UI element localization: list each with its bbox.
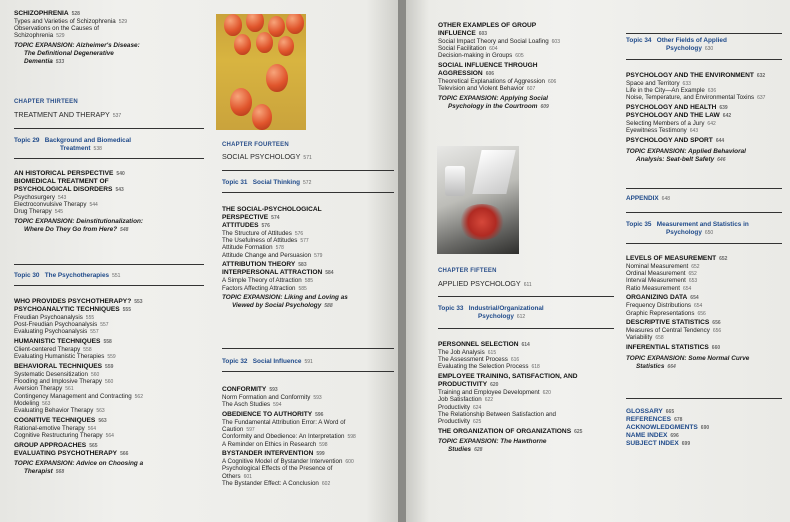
toc-entry: Freudian Psychoanalysis 555: [14, 314, 95, 321]
toc-heading: PSYCHOLOGY AND SPORT 644: [626, 137, 725, 144]
toc-entry: Rational-emotive Therapy 564: [14, 424, 97, 432]
divider: [14, 128, 204, 129]
toc-entry: The Relationship Between Satisfaction and: [438, 410, 556, 418]
toc-heading: AN HISTORICAL PERSPECTIVE 540: [14, 170, 125, 177]
back-matter-entry: REFERENCES 678: [626, 416, 683, 423]
chapter-14-label: CHAPTER FOURTEEN: [222, 142, 289, 148]
toc-entry: Theoretical Explanations of Aggression 606: [438, 78, 557, 86]
toc-heading: AGGRESSION 606: [438, 70, 495, 78]
chapter-15-label: CHAPTER FIFTEEN: [438, 268, 497, 274]
toc-entry: Social Facilitation 604: [438, 45, 498, 53]
toc-heading: WHO PROVIDES PSYCHOTHERAPY? 553: [14, 298, 143, 305]
toc-entry: Types and Varieties of Schizophrenia 529: [14, 18, 128, 25]
divider: [626, 212, 782, 213]
balloons-photo: [216, 14, 306, 130]
toc-entry: Schizophrenia 529: [14, 32, 65, 40]
toc-entry: Drug Therapy 545: [14, 208, 64, 216]
toc-topic-expansion: TOPIC EXPANSION: Advice on Choosing a: [14, 460, 144, 468]
toc-entry: Observations on the Causes of: [14, 25, 99, 33]
toc-entry: Psychological Effects of the Presence of: [222, 465, 333, 473]
toc-entry: The Assessment Process 616: [438, 356, 520, 364]
topic-33-heading-cont: Psychology 612: [478, 313, 526, 320]
toc-entry: Graphic Representations 656: [626, 309, 706, 317]
glass-shape: [445, 166, 465, 196]
toc-topic-expansion: Analysis: Seat-belt Safety 646: [636, 155, 726, 163]
toc-topic-expansion: Psychology in the Courtroom 609: [448, 103, 549, 110]
toc-entry: A Simple Theory of Attraction 585: [222, 277, 314, 285]
toc-entry: Systematic Desensitization 560: [14, 371, 100, 378]
toc-topic-expansion: TOPIC EXPANSION: Liking and Loving as: [222, 294, 348, 302]
divider: [626, 243, 782, 244]
chapter-13-label: CHAPTER THIRTEEN: [14, 99, 78, 105]
paper-shape: [472, 150, 515, 194]
topic-35-heading-cont: Psychology 650: [666, 229, 714, 236]
toc-entry: A Cognitive Model of Bystander Intervention 600: [222, 458, 354, 466]
back-matter-entry: SUBJECT INDEX 699: [626, 440, 691, 447]
toc-entry: Attitude Formation 578: [222, 244, 284, 252]
toc-topic-expansion: TOPIC EXPANSION: Some Normal Curve: [626, 354, 750, 362]
toc-entry: Space and Territory 633: [626, 80, 691, 87]
chapter-15-title: APPLIED PSYCHOLOGY 611: [438, 279, 532, 288]
toc-topic-expansion: TOPIC EXPANSION: Alzheimer's Disease:: [14, 42, 140, 50]
toc-heading: SCHIZOPHRENIA 528: [14, 10, 80, 17]
toc-entry: Variability 658: [626, 334, 664, 342]
toc-entry: Interval Measurement 653: [626, 277, 698, 285]
chapter-13-title: TREATMENT AND THERAPY 537: [14, 110, 122, 119]
toc-heading: EMPLOYEE TRAINING, SATISFACTION, AND: [438, 373, 578, 381]
toc-heading: LEVELS OF MEASUREMENT 652: [626, 255, 728, 262]
toc-entry: Others 601: [222, 472, 252, 480]
toc-entry: Ratio Measurement 654: [626, 284, 692, 292]
topic-32-heading: Topic 32 Social Influence 591: [222, 358, 313, 365]
divider: [14, 264, 204, 265]
toc-topic-expansion: TOPIC EXPANSION: Applying Social: [438, 95, 548, 102]
divider: [14, 158, 204, 159]
divider: [222, 170, 394, 171]
toc-entry: Ordinal Measurement 652: [626, 270, 697, 278]
toc-heading: PERSPECTIVE 574: [222, 214, 280, 221]
toc-topic-expansion: TOPIC EXPANSION: Applied Behavioral: [626, 147, 746, 155]
toc-entry: Conformity and Obedience: An Interpretation 598: [222, 433, 356, 441]
toc-entry: Attitude Change and Persuasion 579: [222, 251, 323, 259]
toc-entry: Selecting Members of a Jury 642: [626, 120, 716, 128]
toc-entry: Electroconvulsive Therapy 544: [14, 201, 98, 209]
toc-heading: PSYCHOLOGY AND THE ENVIRONMENT 632: [626, 72, 766, 79]
toc-entry: Aversion Therapy 561: [14, 385, 74, 393]
divider: [438, 296, 614, 297]
toc-entry: Life in the City—An Example 636: [626, 87, 717, 95]
toc-entry: Norm Formation and Conformity 593: [222, 394, 322, 401]
topic-35-heading: Topic 35 Measurement and Statistics in: [626, 221, 749, 228]
toc-entry: Evaluating Psychoanalysis 557: [14, 328, 99, 336]
toc-heading: PSYCHOLOGY AND HEALTH 639: [626, 104, 728, 112]
toc-topic-expansion: Where Do They Go from Here? 548: [24, 226, 129, 234]
toc-entry: Evaluating the Selection Process 618: [438, 363, 540, 371]
topic-34-heading-cont: Psychology 630: [666, 45, 714, 52]
toc-topic-expansion: TOPIC EXPANSION: Deinstitutionalization:: [14, 218, 144, 226]
toc-heading: ORGANIZING DATA 654: [626, 294, 699, 302]
toc-heading: THE SOCIAL-PSYCHOLOGICAL: [222, 206, 322, 213]
toc-heading: PSYCHOLOGY AND THE LAW 642: [626, 112, 732, 120]
toc-entry: Measures of Central Tendency 656: [626, 327, 722, 335]
toc-topic-expansion: The Definitional Degenerative: [24, 50, 114, 58]
book-spine: [398, 0, 406, 522]
back-matter-entry: ACKNOWLEDGMENTS 690: [626, 424, 710, 431]
toc-heading: ATTRIBUTION THEORY 583: [222, 261, 307, 269]
toc-topic-expansion: TOPIC EXPANSION: The Hawthorne: [438, 438, 547, 446]
toc-entry: The Bystander Effect: A Conclusion 602: [222, 479, 331, 487]
toc-heading: BEHAVIORAL TECHNIQUES 559: [14, 363, 114, 370]
toc-entry: Television and Violent Behavior 607: [438, 85, 536, 93]
toc-heading: OTHER EXAMPLES OF GROUP: [438, 22, 537, 29]
topic-31-heading: Topic 31 Social Thinking 572: [222, 179, 312, 186]
topic-29-heading: Topic 29 Background and Biomedical: [14, 137, 132, 144]
toc-heading: GROUP APPROACHES 565: [14, 441, 98, 449]
back-matter-entry: NAME INDEX 696: [626, 432, 679, 439]
toc-entry: Caution 597: [222, 426, 255, 434]
topic-29-heading-cont: Treatment 538: [60, 145, 102, 152]
toc-entry: Cognitive Restructuring Therapy 564: [14, 431, 114, 439]
toc-heading: PERSONNEL SELECTION 614: [438, 341, 530, 348]
toc-heading: ATTITUDES 576: [222, 222, 270, 229]
toc-heading: HUMANISTIC TECHNIQUES 558: [14, 338, 112, 346]
divider: [222, 371, 394, 372]
toc-entry: Nominal Measurement 652: [626, 263, 700, 270]
toc-heading: CONFORMITY 593: [222, 386, 278, 393]
toc-heading: PSYCHOLOGICAL DISORDERS 543: [14, 186, 124, 193]
toc-entry: Social Impact Theory and Social Loafing 603: [438, 38, 560, 45]
divider: [14, 285, 204, 286]
back-matter-entry: GLOSSARY 665: [626, 408, 675, 415]
toc-topic-expansion: Therapist 568: [24, 468, 65, 476]
toc-entry: Post-Freudian Psychoanalysis 557: [14, 321, 109, 329]
toc-entry: Evaluating Behavior Therapy 563: [14, 407, 105, 414]
appendix-heading: APPENDIX 648: [626, 195, 671, 202]
toc-topic-expansion: Dementia 533: [24, 58, 65, 66]
toc-heading: SOCIAL INFLUENCE THROUGH: [438, 62, 538, 70]
toc-heading: BYSTANDER INTERVENTION 599: [222, 450, 325, 458]
toc-entry: Factors Affecting Attraction 585: [222, 284, 307, 292]
toc-entry: The Fundamental Attribution Error: A Word of: [222, 418, 346, 426]
toc-entry: Frequency Distributions 654: [626, 302, 703, 310]
toc-entry: Flooding and Implosive Therapy 560: [14, 378, 114, 386]
topic-30-heading: Topic 30 The Psychotherapies 551: [14, 272, 121, 279]
toc-entry: Noise, Temperature, and Environmental Toxins 637: [626, 94, 766, 102]
divider: [626, 33, 782, 34]
toc-entry: Evaluating Humanistic Therapies 559: [14, 353, 116, 361]
right-page: [406, 0, 790, 522]
toc-heading: PSYCHOANALYTIC TECHNIQUES 555: [14, 306, 131, 313]
divider: [222, 192, 394, 193]
red-coil-shape: [457, 204, 507, 240]
toc-heading: BIOMEDICAL TREATMENT OF: [14, 178, 109, 185]
toc-entry: Training and Employee Development 620: [438, 389, 551, 397]
toc-entry: The Asch Studies 594: [222, 401, 282, 409]
chapter-14-title: SOCIAL PSYCHOLOGY 571: [222, 152, 312, 161]
toc-entry: The Usefulness of Attitudes 577: [222, 237, 309, 245]
toc-entry: The Structure of Attitudes 576: [222, 230, 304, 237]
toc-heading: INFLUENCE 603: [438, 30, 488, 37]
toc-heading: INFERENTIAL STATISTICS 660: [626, 344, 721, 352]
divider: [222, 348, 394, 349]
toc-topic-expansion: Statistics 664: [636, 362, 676, 370]
divider: [626, 59, 782, 60]
toc-heading: INTERPERSONAL ATTRACTION 584: [222, 269, 334, 277]
divider: [438, 328, 614, 329]
divider: [626, 398, 782, 399]
toc-entry: Contingency Management and Contracting 562: [14, 392, 143, 400]
toc-topic-expansion: Studies 628: [448, 446, 483, 454]
toc-entry: Client-centered Therapy 558: [14, 346, 92, 354]
still-life-photo: [437, 146, 519, 254]
toc-heading: DESCRIPTIVE STATISTICS 656: [626, 319, 721, 327]
toc-entry: Modeling 563: [14, 399, 51, 407]
toc-entry: Decision-making in Groups 605: [438, 52, 524, 60]
divider: [626, 188, 782, 189]
topic-33-heading: Topic 33 Industrial/Organizational: [438, 305, 544, 312]
toc-entry: Eyewitness Testimony 643: [626, 127, 699, 135]
toc-entry: A Reminder on Ethics in Research 598: [222, 440, 328, 448]
toc-heading: OBEDIENCE TO AUTHORITY 596: [222, 410, 324, 418]
toc-heading: COGNITIVE TECHNIQUES 563: [14, 416, 107, 424]
toc-entry: Psychosurgery 543: [14, 194, 67, 201]
toc-heading: PRODUCTIVITY 620: [438, 381, 499, 389]
toc-entry: Productivity 624: [438, 403, 482, 411]
toc-entry: The Job Analysis 615: [438, 349, 497, 356]
toc-heading: EVALUATING PSYCHOTHERAPY 566: [14, 449, 129, 457]
toc-entry: Job Satisfaction 622: [438, 396, 494, 404]
toc-heading: THE ORGANIZATION OF ORGANIZATIONS 625: [438, 427, 583, 435]
toc-entry: Productivity 625: [438, 417, 482, 425]
toc-topic-expansion: Viewed by Social Psychology 588: [232, 302, 333, 310]
topic-34-heading: Topic 34 Other Fields of Applied: [626, 37, 727, 44]
